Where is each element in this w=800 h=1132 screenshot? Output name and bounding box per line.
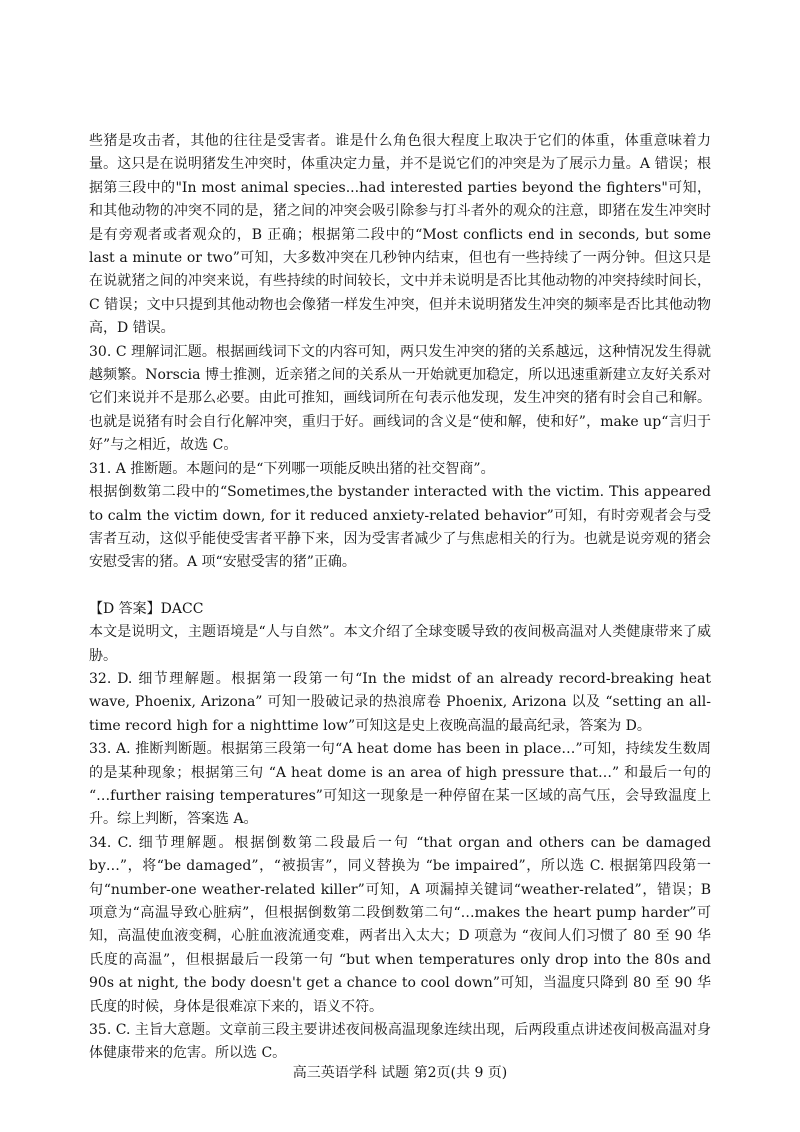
paragraph-29-explanation: 些猪是攻击者，其他的往往是受害者。谁是什么角色很大程度上取决于它们的体重，体重意味着力量。这只是在说明猪发生冲突时，体重决定力量，并不是说它们的冲突是为了展示力量。A 错误；根据第三段中的"In most animal species...had interested parties beyond the fighters"可知，和其他动物的冲突不同的是，猪之间的冲突会吸引除参与打斗者外的观众的注意，即猪在发生冲突时是有旁观者或者观众的，B 正确；根据第二段中的“Most conflicts end in seconds, but some last a minute or two”可知，大多数冲突在几秒钟内结束，但也有一些持续了一两分钟。但这只是在说就猪之间的冲突来说，有些持续的时间较长，文中并未说明是否比其他动物的冲突持续时间长，C 错误；文中只提到其他动物也会像猪一样发生冲突，但并未说明猪发生冲突的频率是否比其他动物高，D 错误。 [89,133,711,337]
paragraph-30-explanation: 30. C 理解词汇题。根据画线词下文的内容可知，两只发生冲突的猪的关系越远，这种情况发生得就越频繁。Norscia 博士推测，近亲猪之间的关系从一开始就更加稳定，所以迅速重新建立友好关系对它们来说并不是那么必要。由此可推知，画线词所在句表示他发现，发生冲突的猪有时会自己和解。也就是说猪有时会自行化解冲突，重归于好。画线词的含义是“使和解，使和好”，make up“言归于好”与之相近，故选 C。 [89,343,711,454]
section-spacer [89,575,711,598]
paragraph-31-detail: 根据倒数第二段中的“Sometimes,the bystander interacted with the victim. This appeared to calm the victim down, for it reduced anxiety-related behavior”可知，有时旁观者会与受害者互动，这似乎能使受害者平静下来，因为受害者减少了与焦虑相关的行为。也就是说旁观的猪会安慰受害的猪。A 项“安慰受害的猪”正确。 [89,484,711,571]
paragraph-33-explanation: 33. A. 推断判断题。根据第三段第一句“A heat dome has been in place…”可知，持续发生数周的是某种现象；根据第三句 “A heat dome is an area of high pressure that…” 和最后一句的 “…further raising temperatures”可知这一现象是一种停留在某一区域的高气压，会导致温度上升。综上判断，答案选 A。 [89,741,711,828]
paragraph-34-explanation: 34. C. 细节理解题。根据倒数第二段最后一句 “that organ and others can be damaged by…”，将“be damaged”，“被损害”，同义替换为 “be impaired”，所以选 C. 根据第四段第一句“number-one weather-related killer”可知，A 项漏掉关键词“weather-related”，错误；B 项意为“高温导致心脏病”，但根据倒数第二段倒数第二句“…makes the heart pump harder”可知，高温使血液变稠，心脏血液流通变难，两者出入太大；D 项意为 “夜间人们习惯了 80 至 90 华氏度的高温”，但根据最后一段第一句 “but when temperatures only drop into the 80s and 90s at night, the body doesn't get a chance to cool down”可知，当温度只降到 80 至 90 华氏度的时候，身体是很难凉下来的，语义不符。 [89,834,711,1015]
page-footer: 高三英语学科 试题 第2页(共 9 页) [292,1065,508,1081]
paragraph-32-explanation: 32. D. 细节理解题。根据第一段第一句“In the midst of an already record-breaking heat wave, Phoenix, Arizona” 可知一股破记录的热浪席卷 Phoenix, Arizona 以及 “setting an all-time record high for a nighttime low”可知这是史上夜晚高温的最高纪录，答案为 D。 [89,670,711,734]
paragraph-35-explanation: 35. C. 主旨大意题。文章前三段主要讲述夜间极高温现象连续出现，后两段重点讲述夜间极高温对身体健康带来的危害。所以选 C。 [89,1022,711,1062]
section-d-answer: 【D 答案】DACC [89,600,204,617]
section-d-summary: 本文是说明文，主题语境是“人与自然”。本文介绍了全球变暖导致的夜间极高温对人类健康带来了威胁。 [89,624,711,664]
paragraph-31-explanation: 31. A 推断题。本题问的是“下列哪一项能反映出猪的社交智商”。 [89,460,495,477]
answer-explanation-body [89,130,711,1066]
